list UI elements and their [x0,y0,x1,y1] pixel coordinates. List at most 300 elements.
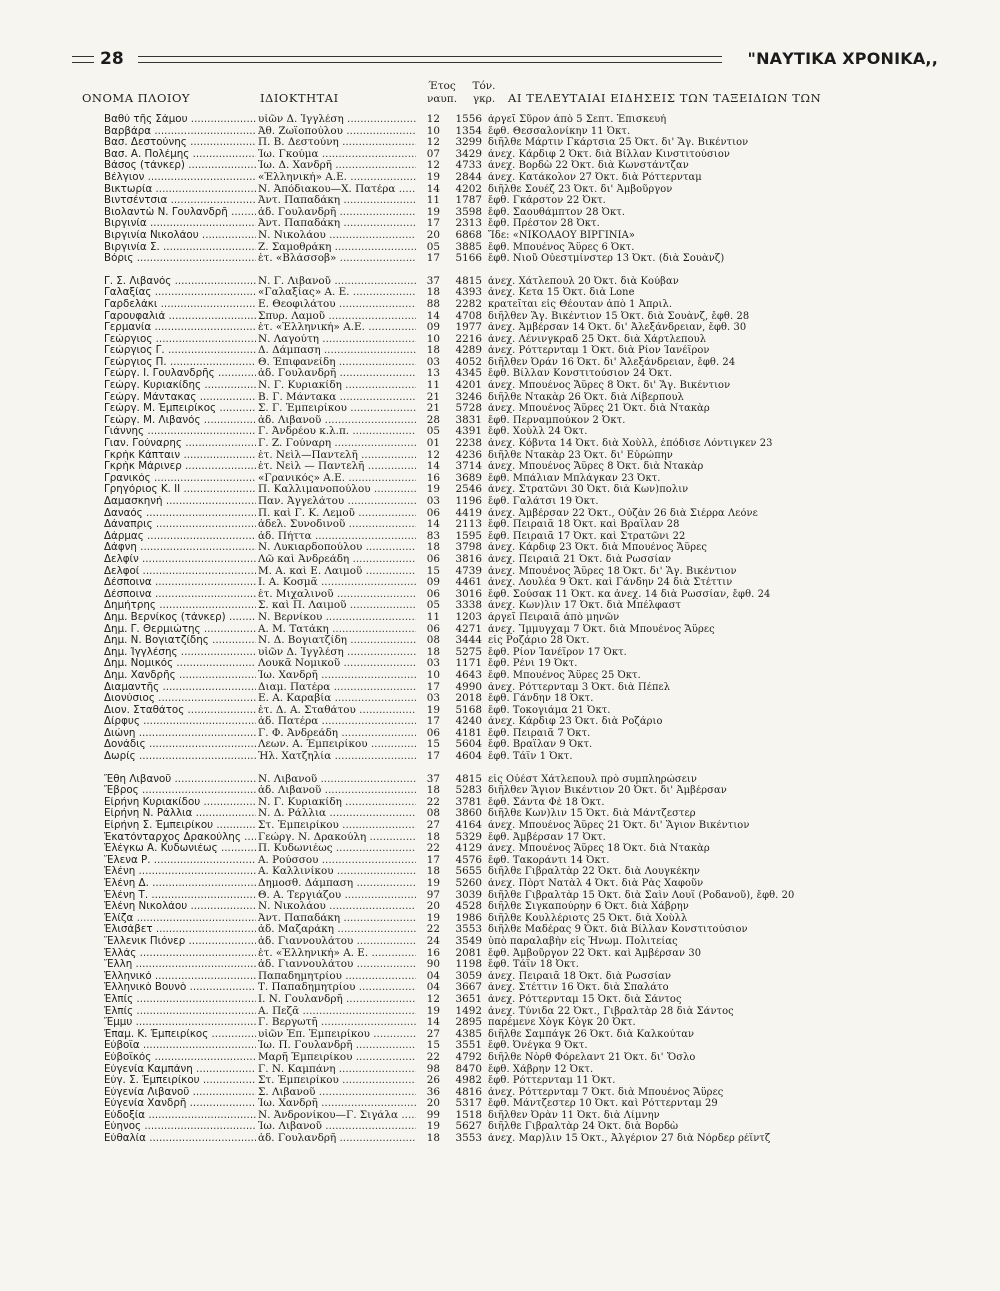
col-header-news: ΑΙ ΤΕΛΕΥΤΑΙΑΙ ΕΙΔΗΣΕΙΣ ΤΩΝ ΤΑΞΕΙΔΙΩΝ ΤΩΝ [508,91,822,105]
col-header-tons: Τόν. γκρ. [472,80,496,105]
voyage-news: ὑπὸ παραλαβὴν εἰς Ἡνωμ. Πολιτείας [488,935,678,947]
gross-tonnage: 4576 [455,854,482,866]
ship-owner: Ἰω. Χανδρῆ ..... [258,670,416,682]
ship-name: Ἑλένη Νικολάου ..... [104,901,256,913]
ship-name: Ἑκατόνταρχος Δρακούλης ..... [104,832,256,844]
table-row [104,230,924,242]
build-year: 12 [416,160,440,172]
ship-owner: Ε. Θεοφιλάτου ..... [258,299,416,311]
ship-name: Δάναπρις ..... [104,519,256,531]
voyage-news: ἔφθ. Ρένι 19 Ὀκτ. [488,658,578,670]
ship-owner: Γ. Ζ. Γούναρη ..... [258,438,416,450]
voyage-news: διῆλθε Σουέζ 23 Ὀκτ. δι' Ἀμβοῦργον [488,183,673,195]
table-row [104,114,924,126]
ship-owner: Θ. Ἐπιφανείδη ..... [258,357,416,369]
ship-owner: Ν. Γ. Κυριακίδη ..... [258,797,416,809]
col-header-year: Έτος ναυπ. [426,80,458,105]
gross-tonnage: 3338 [455,600,482,612]
voyage-news: ἀνεχ. Στρατῶνι 30 Ὀκτ. διὰ Κων)πολιν [488,484,689,496]
gross-tonnage: 3651 [455,993,482,1005]
build-year: 08 [416,808,440,820]
table-row [104,878,924,890]
ship-name: Εὐγενία Χανδρῆ ..... [104,1098,256,1110]
ship-name: Γεώργ. Μ. Ἐμπειρίκος ..... [104,403,256,415]
voyage-news: ἔφθ. Τάϊν 18 Ὀκτ. [488,959,579,971]
ship-owner: Ν. Νικολάου ..... [258,230,416,242]
ship-name: Γεώργ. Μάντακας ..... [104,392,256,404]
ship-owner: ἀδ. Λιβανοῦ ..... [258,785,416,797]
ship-owner: Λεων. Α. Ἐμπειρίκου ..... [258,739,416,751]
ship-name: Ἑλένη ..... [104,866,256,878]
ship-name: Ἐπαμ. Κ. Ἐμπειρίκος ..... [104,1029,256,1041]
build-year: 21 [416,392,440,404]
table-row [104,218,924,230]
ship-owner: Σ. Λιβανοῦ ..... [258,1087,416,1099]
table-row [104,971,924,983]
ship-owner: ἀδελ. Συνοδινοῦ ..... [258,519,416,531]
gross-tonnage: 4345 [455,368,482,380]
build-year: 05 [416,426,440,438]
voyage-news: διῆλθεν Ἅγ. Βικέντιον 15 Ὀκτ. διὰ Σουὰνζ, ἔφθ. 28 [488,310,750,322]
gross-tonnage: 2844 [455,171,482,183]
voyage-news: ἔφθ. Πρέστον 28 Ὀκτ. [488,218,600,230]
table-row [104,901,924,913]
ship-owner: Ἰω. Π. Γουλανδρῆ ..... [258,1040,416,1052]
ship-owner: Ν. Λυκιαρδοπούλου ..... [258,542,416,554]
ship-name: Γκρὴκ Κάπταιν ..... [104,450,256,462]
build-year: 14 [416,519,440,531]
table-row [104,276,924,288]
table-row [104,1098,924,1110]
build-year: 10 [416,670,440,682]
ship-owner: Π. Καλλιμανοπούλου ..... [258,484,416,496]
build-year: 16 [416,948,440,960]
table-row [104,566,924,578]
voyage-news: ἔφθ. Μάντζεστερ 10 Ὀκτ. καὶ Ρόττερνταμ 29 [488,1098,718,1110]
table-row [104,751,924,763]
voyage-news: ἀνεχ. Ἴμμυγχαμ 7 Ὀκτ. διὰ Μπουένος Ἄϋρες [488,623,715,635]
voyage-news: ἀνεχ. Ρόττερνταμ 15 Ὀκτ. διὰ Σάντος [488,993,682,1005]
build-year: 10 [416,126,440,138]
ship-name: Ἑλλάς ..... [104,948,256,960]
table-row [104,357,924,369]
ship-name: Γεώργιος ..... [104,334,256,346]
build-year: 15 [416,1040,440,1052]
table-row [104,1006,924,1018]
table-row [104,843,924,855]
voyage-news: ἀνεχ. Χάτλεπουλ 20 Ὀκτ. διὰ Κούβαν [488,275,679,287]
build-year: 12 [416,114,440,126]
ship-name: Εὐγενία Καμπάνη ..... [104,1064,256,1076]
gross-tonnage: 3860 [455,808,482,820]
gross-tonnage: 3444 [455,635,482,647]
ship-owner: Α. Ρούσσου ..... [258,855,416,867]
build-year: 04 [416,971,440,983]
table-row [104,172,924,184]
table-row [104,994,924,1006]
ship-name: Ἑλληνικὸ Βουνὸ ..... [104,982,256,994]
ship-owner: Β. Γ. Μάντακα ..... [258,392,416,404]
header-rule [138,56,722,63]
table-row [104,1121,924,1133]
ship-owner: «Ἑλληνική» Α.Ε. ..... [258,172,416,184]
voyage-news: ἔφθ. Τοκογιάμα 21 Ὀκτ. [488,704,611,716]
build-year: 19 [416,705,440,717]
build-year: 17 [416,682,440,694]
voyage-news: διῆλθε Γιβραλτὰρ 24 Ὀκτ. διὰ Βορδὼ [488,1121,679,1133]
ship-owner: Ι. Ν. Γουλανδρῆ ..... [258,994,416,1006]
table-row [104,739,924,751]
table-row [104,647,924,659]
col-header-owner: ΙΔΙΟΚΤΗΤΑΙ [260,91,339,105]
ship-owner: Ι. Α. Κοσμᾶ ..... [258,577,416,589]
ship-name: Δάφνη ..... [104,542,256,554]
ship-name: Ἑλέγκω Α. Κυδωνιέως ..... [104,843,256,855]
ship-name: Ἔμμυ ..... [104,1017,256,1029]
build-year: 17 [416,855,440,867]
table-row [104,461,924,473]
build-year: 27 [416,820,440,832]
table-row [104,126,924,138]
voyage-news: ἔφθ. Ἀμβοῦργον 22 Ὀκτ. καὶ Ἀμβέρσαν 30 [488,947,702,959]
build-year: 22 [416,797,440,809]
ship-owner: ἀδ. Γουλανδρῆ ..... [258,368,416,380]
voyage-news: ἔφθ. Βίλλαν Κονστιτούσιον 24 Ὀκτ. [488,368,673,380]
ship-owner: Ἀντ. Παπαδάκη ..... [258,195,416,207]
ship-name: Γρηγόριος Κ. ΙΙ ..... [104,484,256,496]
voyage-news: ἀνεχ. Κων)λιν 17 Ὀκτ. διὰ Μπέλφαστ [488,600,682,612]
ship-owner: Γ. Ν. Καμπάνη ..... [258,1064,416,1076]
table-row [104,508,924,520]
voyage-news: ἀνεχ. Μπουένος Ἄϋρες 8 Ὀκτ. δι' Ἅγ. Βικέντιον [488,380,731,392]
gross-tonnage: 1977 [455,322,482,334]
gross-tonnage: 4289 [455,345,482,357]
gross-tonnage: 3553 [455,924,482,936]
voyage-news: ἔφθ. Χοὺλλ 24 Ὀκτ. [488,426,588,438]
build-year: 20 [416,1098,440,1110]
ship-name: Δημ. Χανδρῆς ..... [104,670,256,682]
voyage-news: κρατεῖται εἰς Θέουταν ἀπὸ 1 Ἀπριλ. [488,298,673,310]
ship-name: Δελφίν ..... [104,554,256,566]
build-year: 18 [416,785,440,797]
ship-owner: Θ. Α. Τεργιάζου ..... [258,890,416,902]
voyage-news: ἀνεχ. Ἀμβέρσαν 22 Ὀκτ., Οὐζὰν 26 διὰ Σιέρρα Λεόνε [488,507,758,519]
build-year: 10 [416,334,440,346]
ship-owner: Α. Πεζᾶ ..... [258,1006,416,1018]
gross-tonnage: 3039 [455,889,482,901]
voyage-news: ἔφθ. Γκάρστον 22 Ὀκτ. [488,195,606,207]
voyage-news: ἔφθ. Ρίον Ἰανέϊρον 17 Ὀκτ. [488,646,627,658]
gross-tonnage: 3429 [455,148,482,160]
gross-tonnage: 5627 [455,1121,482,1133]
ship-name: Δημ. Ν. Βογιατζίδης ..... [104,635,256,647]
table-row [104,473,924,485]
gross-tonnage: 4733 [455,160,482,172]
ship-name: Ἐλισάβετ ..... [104,924,256,936]
ship-owner: «Γρανικός» Α.Ε. ..... [258,473,416,485]
ship-owner: Ν. Ἀνδρονίκου—Γ. Σιγάλα ..... [258,1110,416,1122]
gross-tonnage: 3598 [455,206,482,218]
table-row [104,195,924,207]
gross-tonnage: 1595 [455,530,482,542]
table-row [104,519,924,531]
voyage-news: ἔφθ. Χάβρην 12 Ὀκτ. [488,1063,594,1075]
build-year: 28 [416,415,440,427]
ship-owner: Τ. Παπαδημητρίου ..... [258,982,416,994]
table-row [104,589,924,601]
ship-name: Εἰρήνη Σ. Ἐμπειρίκου ..... [104,820,256,832]
build-year: 03 [416,658,440,670]
ship-owner: Ἀντ. Παπαδάκη ..... [258,218,416,230]
build-year: 37 [416,276,440,288]
build-year: 19 [416,207,440,219]
build-year: 83 [416,531,440,543]
ship-name: Ἑλληνικό ..... [104,971,256,983]
build-year: 06 [416,554,440,566]
build-year: 19 [416,913,440,925]
ship-owner: ἀδ. Πήττα ..... [258,531,416,543]
table-row [104,450,924,462]
ship-name: Ἕλλη ..... [104,959,256,971]
table-row [104,184,924,196]
voyage-news: ἀργεῖ Σῦρον ἀπὸ 5 Σεπτ. Ἐπισκευή [488,114,667,125]
build-year: 19 [416,484,440,496]
table-row [104,322,924,334]
gross-tonnage: 2216 [455,333,482,345]
build-year: 03 [416,357,440,369]
table-row [104,658,924,670]
gross-tonnage: 4052 [455,356,482,368]
gross-tonnage: 2282 [455,298,482,310]
ship-name: Δημ. Ἰγγλέσης ..... [104,647,256,659]
voyage-news: ἀνεχ. Ρόττερνταμ 3 Ὀκτ. διὰ Πέπελ [488,681,671,693]
build-year: 16 [416,473,440,485]
ship-name: Δημ. Γ. Θερμιώτης ..... [104,624,256,636]
ship-name: Δάρμας ..... [104,531,256,543]
table-row [104,600,924,612]
table-row [104,1029,924,1041]
ship-name: Ἕλλενικ Πιόνερ ..... [104,936,256,948]
build-year: 14 [416,311,440,323]
build-year: 09 [416,577,440,589]
ship-owner: ἑτ. «Βλάσσοβ» ..... [258,253,416,265]
gross-tonnage: 3689 [455,472,482,484]
gross-tonnage: 1354 [455,125,482,137]
ship-owner: Σ. καὶ Π. Λαιμοῦ ..... [258,600,416,612]
gross-tonnage: 3667 [455,982,482,994]
ship-name: Διώνη ..... [104,728,256,740]
voyage-news: διῆλθε Νὸρθ Φόρελαντ 21 Ὀκτ. δι' Ὄσλο [488,1051,696,1063]
ship-owner: ἀδ. Λιβανοῦ ..... [258,415,416,427]
voyage-news: ἀνεχ. Κάρδιφ 2 Ὀκτ. διὰ Βίλλαν Κινστιτούσιον [488,148,730,160]
gross-tonnage: 4391 [455,426,482,438]
gross-tonnage: 8470 [455,1063,482,1075]
ship-name: Διον. Σταθάτος ..... [104,705,256,717]
table-row [104,982,924,994]
table-row [104,1040,924,1052]
voyage-news: ἔφθ. Γαλάτσι 19 Ὀκτ. [488,496,599,507]
voyage-news: διῆλθε Μάρτιν Γκάρτσια 25 Ὀκτ. δι' Ἅγ. Βικέντιον [488,137,749,149]
build-year: 37 [416,774,440,786]
table-row [104,531,924,543]
ship-name: Γαλαξίας ..... [104,287,256,299]
gross-tonnage: 3831 [455,414,482,426]
ship-owner: Ν. Λαγούτη ..... [258,334,416,346]
build-year: 08 [416,635,440,647]
ship-owner: Ἀθ. Ζωϊοπούλου ..... [258,126,416,138]
ship-owner: ἑτ. Μιχαλινοῦ ..... [258,589,416,601]
table-row [104,797,924,809]
page-number: 28 [100,49,124,69]
build-year: 12 [416,137,440,149]
gross-tonnage: 4792 [455,1051,482,1063]
ship-name: Δημήτρης ..... [104,600,256,612]
gross-tonnage: 4816 [455,1086,482,1098]
build-year: 18 [416,1133,440,1145]
gross-tonnage: 3816 [455,553,482,565]
build-year: 15 [416,739,440,751]
voyage-news: διῆλθε Γιβραλτὰρ 15 Ὀκτ. διὰ Σαὶν Λουΐ (Ροδανοῦ), ἔφθ. 20 [488,889,795,901]
voyage-news: ἔφθ. Σάντα Φὲ 18 Ὀκτ. [488,796,605,808]
build-year: 18 [416,542,440,554]
table-row [104,207,924,219]
gross-tonnage: 4240 [455,716,482,728]
build-year: 03 [416,496,440,508]
build-year: 20 [416,901,440,913]
voyage-news: ἀνεχ. Μπουένος Ἄϋρες 8 Ὀκτ. διὰ Ντακὰρ [488,461,704,473]
gross-tonnage: 5655 [455,866,482,878]
table-row [104,368,924,380]
voyage-news: ἔφθ. Πειραιᾶ 18 Ὀκτ. καὶ Βραΐλαν 28 [488,519,680,531]
ship-owner: Ν. Δ. Ράλλια ..... [258,808,416,820]
voyage-news: ἀνεχ. Βορδὼ 22 Ὀκτ. διὰ Κωνστάντζαν [488,160,689,172]
gross-tonnage: 4236 [455,449,482,461]
ship-name: Βιολαντὼ Ν. Γουλανδρῆ ..... [104,207,256,219]
table-row [104,299,924,311]
ship-name: Γιαν. Γούναρης ..... [104,438,256,450]
gross-tonnage: 1203 [455,611,482,623]
table-row [104,1133,924,1145]
build-year: 14 [416,461,440,473]
build-year: 90 [416,959,440,971]
build-year: 04 [416,982,440,994]
build-year: 18 [416,647,440,659]
gross-tonnage: 1196 [455,496,482,507]
voyage-news: ἀνεχ. Πὸρτ Νατὰλ 4 Ὀκτ. διὰ Ρὰς Χαφοῦν [488,878,704,889]
table-row [104,253,924,265]
table-row [104,890,924,902]
table-row [104,1064,924,1076]
table-row [104,924,924,936]
ship-name: Ἐλπίς ..... [104,994,256,1006]
ship-owner: Ἀντ. Παπαδάκη ..... [258,913,416,925]
build-year: 19 [416,878,440,890]
ship-owner: Διαμ. Πατέρα ..... [258,682,416,694]
ship-name: Διονύσιος ..... [104,693,256,705]
ship-owner: Ν. Βερνίκου ..... [258,612,416,624]
gross-tonnage: 4271 [455,623,482,635]
ship-name: Βάσος (τάνκερ) ..... [104,160,256,172]
build-year: 05 [416,242,440,254]
voyage-news: διῆλθεν Ἅγιον Βικέντιον 20 Ὀκτ. δι' Ἀμβέρσαν [488,785,727,797]
voyage-news: ἔφθ. Σαουθάμπτον 28 Ὀκτ. [488,206,626,218]
build-year: 18 [416,345,440,357]
ship-owner: Παν. Ἀγγελάτου ..... [258,496,416,508]
section-gap [104,265,924,276]
build-year: 18 [416,866,440,878]
ship-name: Ἕλενα Ρ. ..... [104,855,256,867]
col-header-name: ΟΝΟΜΑ ΠΛΟΙΟΥ [82,91,190,105]
build-year: 19 [416,1121,440,1133]
build-year: 20 [416,230,440,242]
table-row [104,820,924,832]
gross-tonnage: 3059 [455,970,482,982]
build-year: 98 [416,1064,440,1076]
build-year: 27 [416,1029,440,1041]
voyage-news: ἀνεχ. Στέττιν 16 Ὀκτ. διὰ Σπαλάτο [488,982,669,994]
table-row [104,682,924,694]
ship-owner: Ν. Λιβανοῦ ..... [258,774,416,786]
voyage-news: παρέμενε Χὸγκ Κὸγκ 20 Ὀκτ. [488,1017,636,1029]
ship-name: Βασ. Α. Πολέμης ..... [104,149,256,161]
gross-tonnage: 4201 [455,380,482,392]
build-year: 14 [416,184,440,196]
ship-name: Γεώργ. Ι. Γουλανδρῆς ..... [104,368,256,380]
gross-tonnage: 5604 [455,739,482,751]
gross-tonnage: 1518 [455,1109,482,1121]
gross-tonnage: 3781 [455,796,482,808]
ship-name: Βόρις ..... [104,253,256,265]
build-year: 17 [416,253,440,265]
ship-owner: Σπυρ. Λαμοῦ ..... [258,311,416,323]
voyage-news: διῆλθε Ντακὰρ 26 Ὀκτ. διὰ Λίβερπουλ [488,391,684,403]
ship-owner: ἑτ. Νεὶλ — Παντελῆ ..... [258,461,416,473]
gross-tonnage: 3246 [455,391,482,403]
voyage-news: εἰς Ροζάριο 28 Ὀκτ. [488,635,590,647]
voyage-news: ἀργεῖ Πειραιᾶ ἀπὸ μηνῶν [488,611,620,623]
ship-name: Εὐηνος ..... [104,1121,256,1133]
gross-tonnage: 4815 [455,773,482,785]
gross-tonnage: 1787 [455,195,482,207]
ship-owner: ἀδ. Μαζαράκη ..... [258,924,416,936]
ship-name: Γεώργ. Κυριακίδης ..... [104,380,256,392]
ship-name: Γερμανία ..... [104,322,256,334]
build-year: 88 [416,299,440,311]
voyage-news: Ἴδε: «ΝΙΚΟΛΑΟΥ ΒΙΡΓΙΝΙΑ» [488,229,635,241]
ship-owner: Α. Καλλινίκου ..... [258,866,416,878]
ship-name: Γ. Σ. Λιβανός ..... [104,276,256,288]
gross-tonnage: 1171 [455,658,482,670]
voyage-news: ἔφθ. Νιοῦ Οὐεστμίνστερ 13 Ὀκτ. (διὰ Σουὰνζ) [488,253,725,265]
table-row [104,832,924,844]
table-row [104,774,924,786]
ship-owner: Λῶ καὶ Ἀνδρεάδη ..... [258,554,416,566]
ship-owner: Ν. Δ. Βογιατζίδη ..... [258,635,416,647]
ship-owner: Γ. Φ. Ἀνδρεάδη ..... [258,728,416,740]
ship-name: Δονάδις ..... [104,739,256,751]
voyage-news: ἀνεχ. Κατάκολον 27 Ὀκτ. διὰ Ρόττερνταμ [488,171,702,183]
ship-owner: ἀδ. Γιαννουλάτου ..... [258,959,416,971]
build-year: 19 [416,172,440,184]
build-year: 03 [416,693,440,705]
table-row [104,670,924,682]
voyage-news: ἀνεχ. Ἀμβέρσαν 14 Ὀκτ. δι' Ἀλεξάνδρειαν, ἔφθ. 30 [488,322,747,334]
table-row [104,426,924,438]
gross-tonnage: 5166 [455,253,482,265]
table-row [104,635,924,647]
ship-name: Εἰρήνη Ν. Ράλλια ..... [104,808,256,820]
voyage-news: διῆλθεν Ὀρὰν 11 Ὀκτ. διὰ Λίμνην [488,1109,660,1121]
